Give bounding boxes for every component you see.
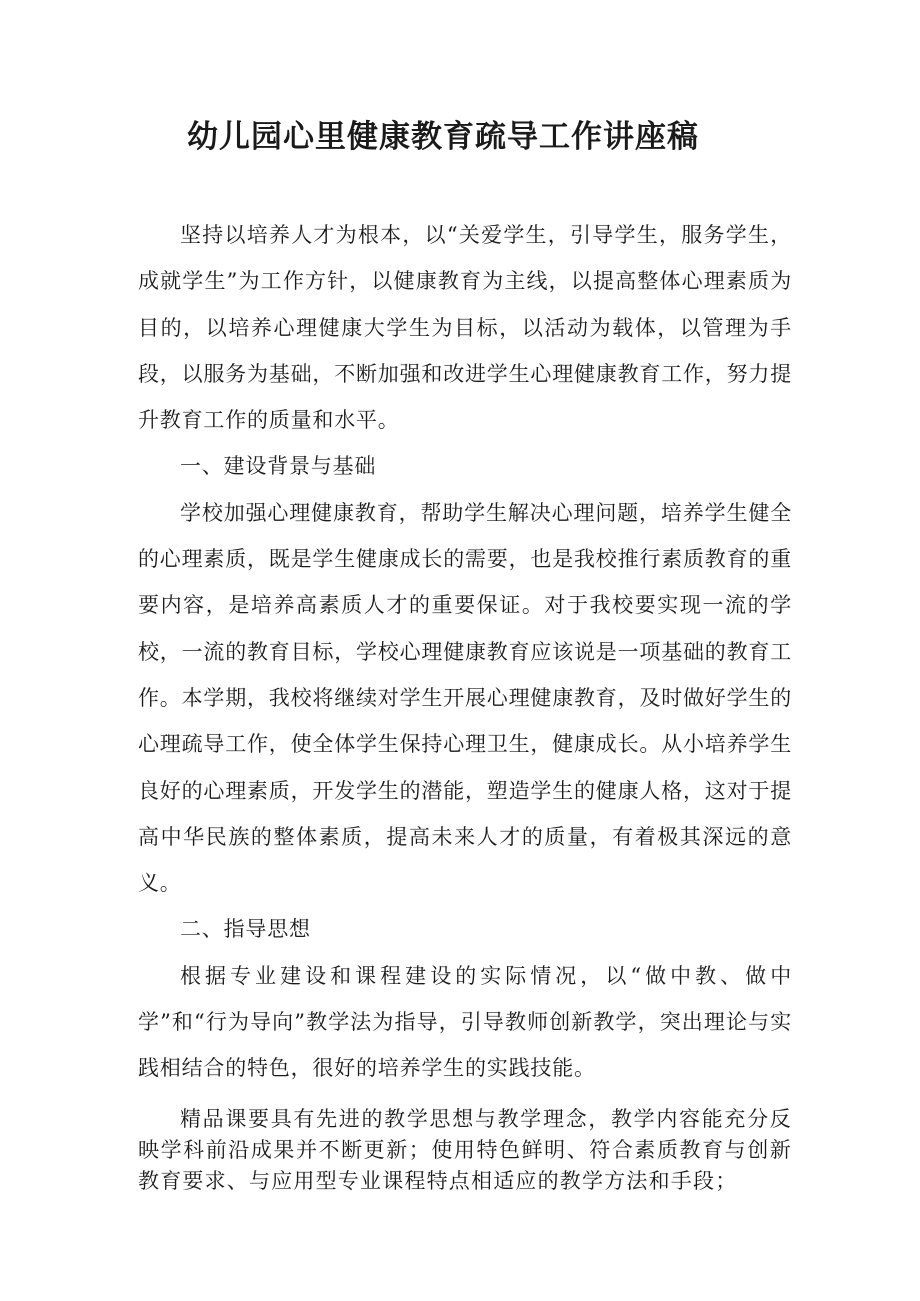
section-heading-background: 一、建设背景与基础 bbox=[180, 454, 377, 479]
section-heading-guiding-ideology: 二、指导思想 bbox=[180, 917, 311, 942]
paragraph-background: 学校加强心理健康教育，帮助学生解决心理问题，培养学生健全的心理素质，既是学生健康成长的需要，也是我校推行素质教育的重要内容，是培养高素质人才的重要保证。对于我校要实现一流的学校，一流的教育目标，学校心理健康教育应该说是一项基础的教育工作。本学期，我校将继续对学生开展心理健康教育，及时做好学生的心理疏导工作，使全体学生保持心理卫生，健康成长。从小培养学生良好的心理素质，开发学生的潜能，塑造学生的健康人格，这对于提高中华民族的整体素质，提高未来人才的质量，有着极其深远的意义。 bbox=[138, 500, 792, 896]
paragraph-quality-course: 精品课要具有先进的教学思想与教学理念，教学内容能充分反映学科前沿成果并不断更新；使用特色鲜明、符合素质教育与创新教育要求、与应用型专业课程特点相适应的教学方法和手段； bbox=[138, 1106, 792, 1193]
paragraph-guiding-ideology: 根据专业建设和课程建设的实际情况，以“做中教、做中学”和“行为导向”教学法为指导，引导教师创新教学，突出理论与实践相结合的特色，很好的培养学生的实践技能。 bbox=[138, 963, 792, 1081]
document-body bbox=[138, 212, 792, 1197]
paragraph-intro: 坚持以培养人才为根本，以“关爱学生，引导学生，服务学生，成就学生”为工作方针，以健康教育为主线，以提高整体心理素质为目的，以培养心理健康大学生为目标，以活动为载体，以管理为手段，以服务为基础，不断加强和改进学生心理健康教育工作，努力提升教育工作的质量和水平。 bbox=[138, 223, 792, 433]
document-title: 幼儿园心里健康教育疏导工作讲座稿 bbox=[187, 119, 699, 155]
